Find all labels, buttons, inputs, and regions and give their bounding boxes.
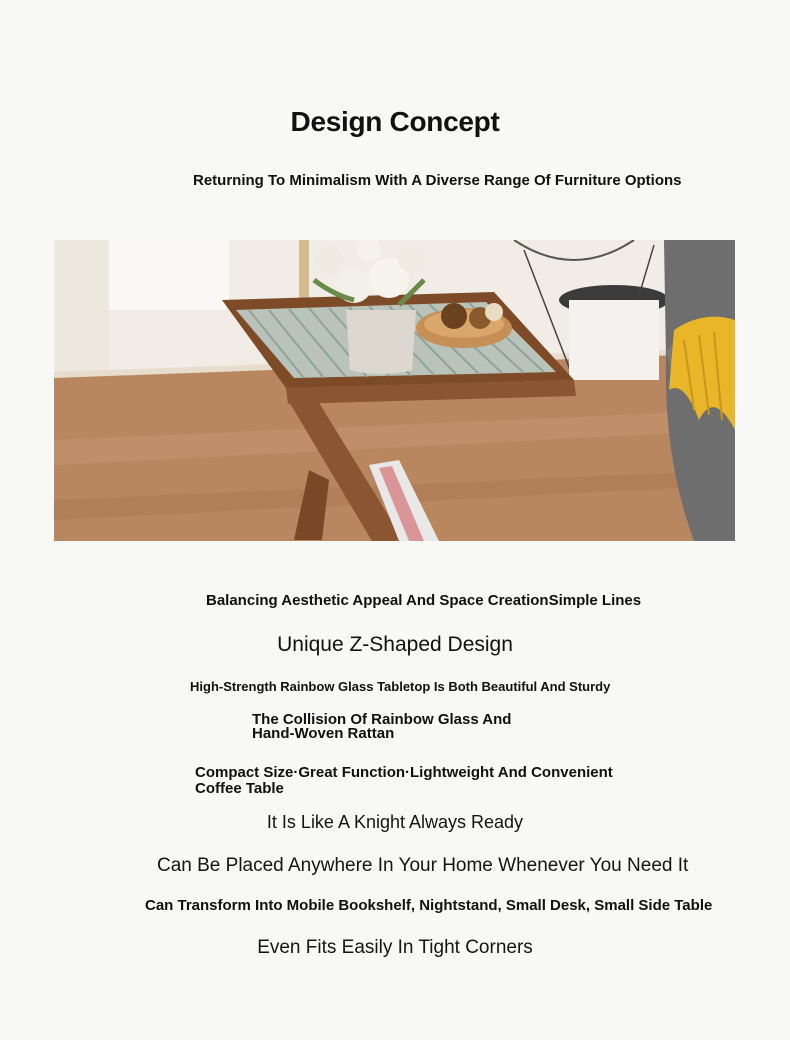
feature-line-aesthetic: Balancing Aesthetic Appeal And Space CreationSimple Lines <box>206 592 642 609</box>
feature-line-rattan-2: Hand-Woven Rattan <box>252 725 395 742</box>
feature-heading-z-shaped: Unique Z-Shaped Design <box>277 633 513 656</box>
product-photo <box>54 240 735 541</box>
feature-line-rattan-1: The Collision Of Rainbow Glass And <box>252 711 512 728</box>
feature-line-compact <box>195 765 613 797</box>
feature-line-rattan <box>252 713 511 741</box>
page-subtitle: Returning To Minimalism With A Diverse Range Of Furniture Options <box>193 172 682 189</box>
feature-line-anywhere: Can Be Placed Anywhere In Your Home Whenever You Need It <box>157 855 689 876</box>
feature-line-knight: It Is Like A Knight Always Ready <box>266 812 524 832</box>
feature-line-transform: Can Transform Into Mobile Bookshelf, Nightstand, Small Desk, Small Side Table <box>145 897 713 914</box>
feature-line-glass-tabletop: High-Strength Rainbow Glass Tabletop Is Both Beautiful And Sturdy <box>190 679 611 694</box>
feature-line-compact-2: Coffee Table <box>195 780 284 797</box>
feature-line-compact-1: Compact Size·Great Function·Lightweight And Convenient <box>195 764 613 781</box>
feature-line-corners: Even Fits Easily In Tight Corners <box>257 937 533 958</box>
page-title: Design Concept <box>290 106 500 137</box>
